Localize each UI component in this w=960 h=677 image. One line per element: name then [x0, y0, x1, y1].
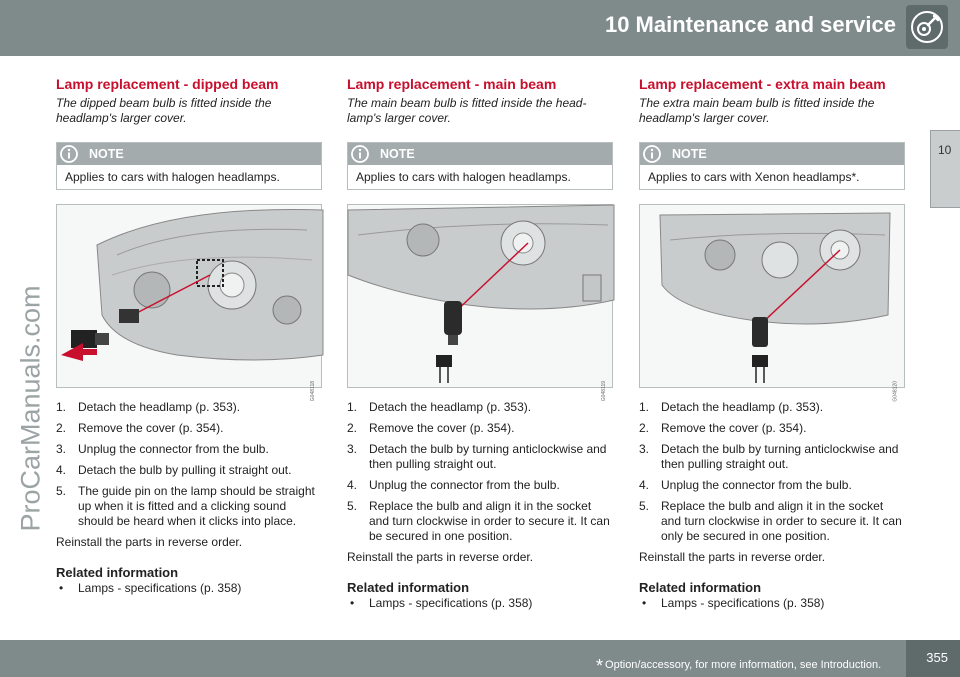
note-box [347, 142, 613, 190]
step-number: 5. [347, 499, 358, 513]
step-text: Remove the cover (p. 354). [78, 421, 224, 435]
step-item [347, 478, 613, 493]
step-text: Detach the headlamp (p. 353). [661, 400, 824, 414]
chapter-title: 10 Maintenance and service [604, 12, 896, 37]
footnote-text: Option/accessory, for more information, see Introduction. [605, 659, 882, 671]
related-info-title: Related information [347, 580, 470, 595]
info-icon [59, 144, 79, 164]
step-item [347, 499, 613, 544]
step-text: Detach the bulb by turning anticlockwise and then pulling straight out. [661, 442, 899, 471]
note-label: NOTE [380, 147, 415, 161]
step-item [56, 484, 322, 529]
wrench-gear-icon [910, 10, 944, 44]
step-item [56, 421, 322, 436]
step-text: The guide pin on the lamp should be straight up when it is fitted and a clicking sound should be heard when it clicks into place. [78, 484, 315, 528]
step-number: 4. [347, 478, 358, 492]
step-text: Detach the headlamp (p. 353). [369, 400, 532, 414]
step-number: 3. [56, 442, 67, 456]
reinstall-text: Reinstall the parts in reverse order. [639, 550, 826, 564]
step-number: 4. [639, 478, 650, 492]
step-item [639, 442, 905, 472]
figure-code: G048119 [601, 381, 607, 402]
headlamp-main-beam-drawing [348, 205, 614, 389]
step-number: 4. [56, 463, 67, 477]
related-info-link-text[interactable]: Lamps - specifications (p. 358) [78, 581, 242, 595]
note-box [639, 142, 905, 190]
step-number: 1. [56, 400, 67, 414]
steps-list [347, 400, 613, 544]
steps-list [639, 400, 905, 544]
step-number: 1. [639, 400, 650, 414]
info-icon [350, 144, 370, 164]
note-box [56, 142, 322, 190]
step-text: Replace the bulb and align it in the socket and turn clockwise in order to secure it. It can only be secured in one position. [661, 499, 902, 543]
step-item [639, 478, 905, 493]
headlamp-illustration [56, 204, 322, 402]
step-text: Remove the cover (p. 354). [369, 421, 515, 435]
related-info-link-text[interactable]: Lamps - specifications (p. 358) [661, 596, 825, 610]
footnote-star: * [596, 656, 604, 676]
note-text: Applies to cars with halogen headlamps. [65, 170, 280, 184]
section-intro: The extra main beam bulb is fitted inside the headlamp's larger cover. [639, 96, 875, 125]
section-intro: The dipped beam bulb is fitted inside the headlamp's larger cover. [56, 96, 272, 125]
step-text: Unplug the connector from the bulb. [661, 478, 852, 492]
step-number: 2. [347, 421, 358, 435]
watermark [6, 175, 46, 645]
step-text: Unplug the connector from the bulb. [78, 442, 269, 456]
bullet-icon: • [59, 581, 64, 595]
step-text: Remove the cover (p. 354). [661, 421, 807, 435]
related-info-link[interactable] [639, 596, 905, 610]
note-header [640, 143, 904, 165]
figure-code: G048120 [893, 381, 899, 402]
section-main-beam [347, 76, 613, 610]
related-info-link[interactable] [56, 581, 322, 595]
bullet-icon: • [642, 596, 647, 610]
bullet-icon: • [350, 596, 355, 610]
footnote [596, 652, 882, 676]
note-text: Applies to cars with halogen headlamps. [356, 170, 571, 184]
step-text: Detach the bulb by turning anticlockwise and then pulling straight out. [369, 442, 607, 471]
step-number: 3. [639, 442, 650, 456]
headlamp-dipped-beam-drawing [57, 205, 323, 389]
step-item [56, 400, 322, 415]
reinstall-text: Reinstall the parts in reverse order. [56, 535, 243, 549]
note-text: Applies to cars with Xenon headlamps*. [648, 170, 860, 184]
note-header [348, 143, 612, 165]
step-text: Detach the headlamp (p. 353). [78, 400, 241, 414]
section-dipped-beam [56, 76, 322, 595]
page-footer [0, 640, 960, 677]
chapter-tab [930, 130, 960, 208]
related-info-title: Related information [56, 565, 179, 580]
step-item [347, 400, 613, 415]
step-number: 2. [56, 421, 67, 435]
note-header [57, 143, 321, 165]
step-item [347, 421, 613, 436]
step-number: 1. [347, 400, 358, 414]
watermark-text: ProCarManuals.com [15, 285, 46, 532]
section-title: Lamp replacement - main beam [347, 76, 557, 92]
step-text: Unplug the connector from the bulb. [369, 478, 560, 492]
section-title: Lamp replacement - extra main beam [639, 76, 886, 92]
step-item [639, 499, 905, 544]
chapter-icon-box [906, 5, 948, 49]
step-item [56, 442, 322, 457]
step-item [639, 421, 905, 436]
headlamp-illustration [347, 204, 613, 402]
page-header [0, 0, 960, 56]
figure-code: G048118 [310, 381, 316, 402]
step-number: 3. [347, 442, 358, 456]
section-title: Lamp replacement - dipped beam [56, 76, 279, 92]
info-icon [642, 144, 662, 164]
step-number: 5. [56, 484, 67, 498]
related-info-link[interactable] [347, 596, 613, 610]
note-label: NOTE [672, 147, 707, 161]
section-intro: The main beam bulb is fitted inside the head-lamp's larger cover. [347, 96, 587, 125]
note-label: NOTE [89, 147, 124, 161]
related-info-link-text[interactable]: Lamps - specifications (p. 358) [369, 596, 533, 610]
step-item [347, 442, 613, 472]
reinstall-text: Reinstall the parts in reverse order. [347, 550, 534, 564]
steps-list [56, 400, 322, 529]
step-number: 5. [639, 499, 650, 513]
step-number: 2. [639, 421, 650, 435]
section-extra-main-beam [639, 76, 905, 610]
page-number-box [906, 640, 960, 677]
chapter-tab-label: 10 [938, 143, 952, 157]
step-item [56, 463, 322, 478]
step-text: Detach the bulb by pulling it straight out. [78, 463, 292, 477]
step-item [639, 400, 905, 415]
headlamp-extra-main-beam-drawing [640, 205, 906, 389]
step-text: Replace the bulb and align it in the socket and turn clockwise in order to secure it. It can be secured in one position. [369, 499, 610, 543]
page-number: 355 [926, 650, 948, 665]
related-info-title: Related information [639, 580, 762, 595]
headlamp-illustration [639, 204, 905, 402]
